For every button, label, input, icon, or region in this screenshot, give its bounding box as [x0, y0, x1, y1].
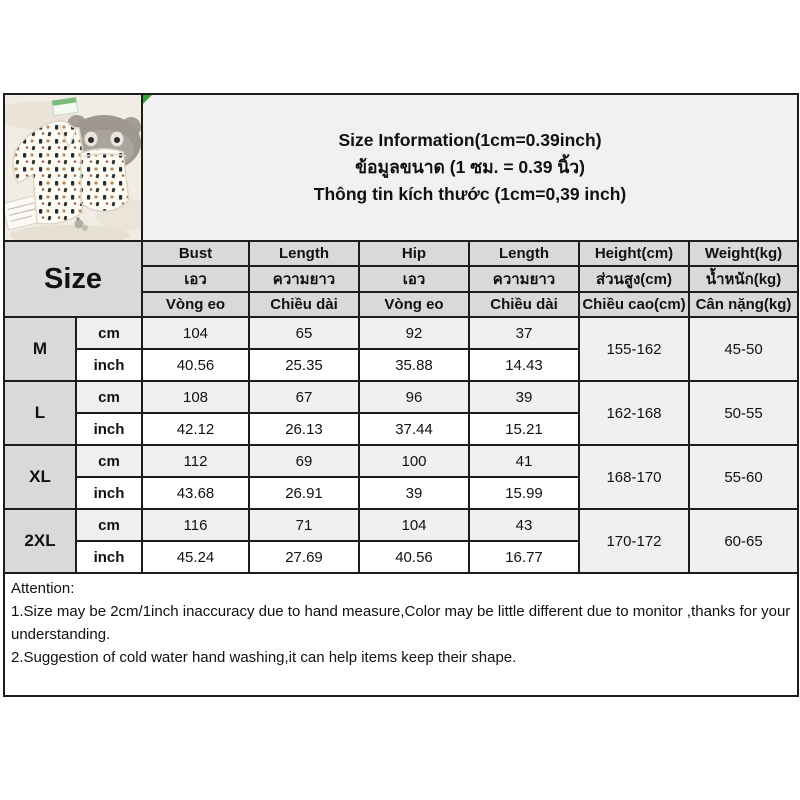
value-cell: 116	[142, 509, 249, 541]
header-length2-en: Length	[469, 241, 579, 266]
header-hip-en: Hip	[359, 241, 469, 266]
header-weight-vi: Cân nặng(kg)	[689, 292, 798, 317]
size-header-cell: Size	[4, 241, 142, 317]
value-cell: 92	[359, 317, 469, 349]
header-bust-en: Bust	[142, 241, 249, 266]
value-cell: 37	[469, 317, 579, 349]
unit-cm-label: cm	[76, 317, 142, 349]
attention-note-2: 2.Suggestion of cold water hand washing,it can help items keep their shape.	[11, 649, 517, 666]
header-weight-en: Weight(kg)	[689, 241, 798, 266]
value-cell: 104	[359, 509, 469, 541]
header-length2-th: ความยาว	[469, 266, 579, 292]
unit-cm-label: cm	[76, 445, 142, 477]
title-cell	[142, 94, 798, 241]
value-cell: 43.68	[142, 477, 249, 509]
value-cell: 100	[359, 445, 469, 477]
value-cell: 104	[142, 317, 249, 349]
title-line-en: Size Information(1cm=0.39inch)	[338, 130, 602, 150]
green-box	[52, 97, 78, 115]
size-chart-sheet	[3, 93, 799, 697]
height-range: 168-170	[579, 445, 689, 509]
value-cell: 37.44	[359, 413, 469, 445]
value-cell: 65	[249, 317, 359, 349]
value-cell: 35.88	[359, 349, 469, 381]
value-cell: 16.77	[469, 541, 579, 573]
attention-note-1: 1.Size may be 2cm/1inch inaccuracy due to hand measure,Color may be little different due to monitor ,thanks for your understanding.	[11, 603, 791, 643]
value-cell: 27.69	[249, 541, 359, 573]
unit-inch-label: inch	[76, 477, 142, 509]
height-range: 155-162	[579, 317, 689, 381]
size-info-title	[314, 127, 626, 208]
header-length1-en: Length	[249, 241, 359, 266]
unit-inch-label: inch	[76, 349, 142, 381]
attention-section	[4, 573, 798, 696]
header-height-vi: Chiều cao(cm)	[579, 292, 689, 317]
title-line-vi: Thông tin kích thước (1cm=0,39 inch)	[313, 184, 627, 204]
header-hip-th: เอว	[359, 266, 469, 292]
header-bust-th: เอว	[142, 266, 249, 292]
value-cell: 26.91	[249, 477, 359, 509]
pajama-shorts	[81, 149, 129, 212]
value-cell: 41	[469, 445, 579, 477]
size-label-xl: XL	[4, 445, 76, 509]
header-length1-th: ความยาว	[249, 266, 359, 292]
header-height-th: ส่วนสูง(cm)	[579, 266, 689, 292]
value-cell: 108	[142, 381, 249, 413]
size-label-l: L	[4, 381, 76, 445]
height-range: 162-168	[579, 381, 689, 445]
unit-inch-label: inch	[76, 413, 142, 445]
header-length2-vi: Chiều dài	[469, 292, 579, 317]
value-cell: 96	[359, 381, 469, 413]
header-length1-vi: Chiều dài	[249, 292, 359, 317]
size-label-m: M	[4, 317, 76, 381]
value-cell: 15.99	[469, 477, 579, 509]
value-cell: 14.43	[469, 349, 579, 381]
value-cell: 15.21	[469, 413, 579, 445]
value-cell: 39	[469, 381, 579, 413]
attention-heading: Attention:	[11, 580, 75, 597]
unit-inch-label: inch	[76, 541, 142, 573]
value-cell: 45.24	[142, 541, 249, 573]
value-cell: 69	[249, 445, 359, 477]
weight-range: 60-65	[689, 509, 798, 573]
title-line-th: ข้อมูลขนาด (1 ซม. = 0.39 นิ้ว)	[355, 157, 585, 177]
weight-range: 45-50	[689, 317, 798, 381]
value-cell: 39	[359, 477, 469, 509]
header-bust-vi: Vòng eo	[142, 292, 249, 317]
size-table	[3, 93, 799, 697]
height-range: 170-172	[579, 509, 689, 573]
value-cell: 25.35	[249, 349, 359, 381]
unit-cm-label: cm	[76, 509, 142, 541]
weight-range: 50-55	[689, 381, 798, 445]
header-weight-th: น้ำหนัก(kg)	[689, 266, 798, 292]
header-hip-vi: Vòng eo	[359, 292, 469, 317]
size-label-2xl: 2XL	[4, 509, 76, 573]
product-photo	[5, 95, 142, 240]
value-cell: 71	[249, 509, 359, 541]
value-cell: 42.12	[142, 413, 249, 445]
value-cell: 43	[469, 509, 579, 541]
value-cell: 40.56	[142, 349, 249, 381]
weight-range: 55-60	[689, 445, 798, 509]
value-cell: 67	[249, 381, 359, 413]
header-height-en: Height(cm)	[579, 241, 689, 266]
value-cell: 40.56	[359, 541, 469, 573]
value-cell: 26.13	[249, 413, 359, 445]
unit-cm-label: cm	[76, 381, 142, 413]
value-cell: 112	[142, 445, 249, 477]
product-photo-cell	[4, 94, 142, 241]
green-corner-marker-icon	[143, 95, 152, 104]
